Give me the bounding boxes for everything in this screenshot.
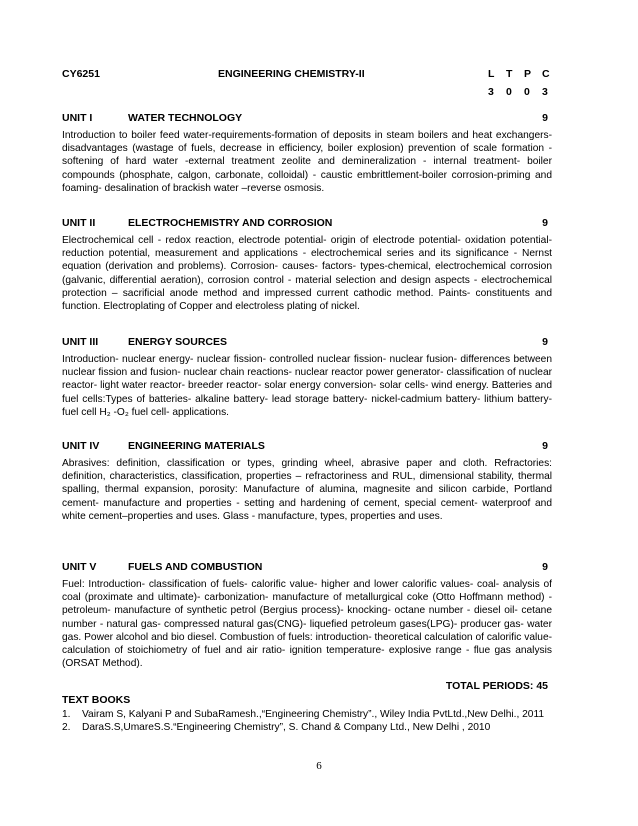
text-book-item (62, 721, 552, 734)
text-book-item (62, 708, 552, 721)
text-books-heading: TEXT BOOKS (62, 694, 131, 706)
unit-title: ENERGY SOURCES (128, 336, 227, 348)
text-book-number: 1. (62, 709, 71, 720)
unit-number: UNIT IV (62, 440, 100, 452)
unit-3 (62, 335, 552, 419)
ltpc-label-p: P (524, 68, 532, 80)
unit-title: ELECTROCHEMISTRY AND CORROSION (128, 217, 333, 229)
ltpc-label-l: L (488, 68, 495, 80)
unit-title: FUELS AND COMBUSTION (128, 561, 263, 573)
unit-1 (62, 111, 552, 195)
unit-2 (62, 216, 552, 313)
ltpc-value-t: 0 (506, 86, 512, 98)
unit-heading (62, 560, 552, 574)
unit-heading (62, 335, 552, 349)
text-book-citation: Vairam S, Kalyani P and SubaRamesh.,“Engineering Chemistry”., Wiley India PvtLtd.,New Delhi., 2011 (82, 709, 545, 720)
unit-4 (62, 439, 552, 523)
ltpc-table (488, 68, 552, 98)
unit-title: ENGINEERING MATERIALS (128, 440, 265, 452)
text-books-list (62, 708, 552, 734)
text-book-number: 2. (62, 722, 71, 734)
total-periods: TOTAL PERIODS: 45 (445, 680, 548, 692)
unit-hours: 9 (542, 217, 548, 229)
unit-number: UNIT III (62, 336, 99, 348)
course-title: ENGINEERING CHEMISTRY-II (218, 68, 365, 80)
page-number: 6 (316, 760, 322, 772)
unit-content: Abrasives: definition, classification or types, grinding wheel, abrasive paper and cloth. Refractories: definition, characteristics, classification, properties – refractoriness and RUL, dimensional stability, thermal spalling, thermal expansion, porosity: Manufacture of alumina, magnesite and silicon carbide, Portland cement- manufacture and properties - setting and hardening of cement, special cement- waterproof and white cement–properties and uses. Glass - manufacture, types, properties and uses. (62, 458, 552, 522)
unit-5 (62, 560, 552, 670)
text-book-citation: DaraS.S,UmareS.S.“Engineering Chemistry”, S. Chand & Company Ltd., New Delhi , 2010 (82, 722, 491, 734)
unit-number: UNIT I (62, 112, 93, 124)
ltpc-value-l: 3 (488, 86, 494, 98)
unit-hours: 9 (542, 112, 548, 124)
course-header (62, 68, 552, 100)
unit-content: Electrochemical cell - redox reaction, electrode potential- origin of electrode potential- oxidation potential- reduction potential, measurement and applications - electrochemical series and its significance - Nernst equation (derivation and problems). Corrosion- causes- factors- types-chemical, electrochemical corrosion (galvanic, differential aeration), corrosion control - material selection and design aspects - electrochemical protection – sacrificial anode method and impressed current cathodic method. Paints- constituents and function. Electroplating of Copper and electroless plating of nickel. (62, 235, 552, 313)
unit-heading (62, 216, 552, 230)
ltpc-value-c: 3 (542, 86, 548, 98)
unit-hours: 9 (542, 440, 548, 452)
unit-number: UNIT V (62, 561, 97, 573)
ltpc-value-p: 0 (524, 86, 530, 98)
course-code: CY6251 (62, 68, 100, 80)
unit-heading (62, 439, 552, 453)
unit-hours: 9 (542, 336, 548, 348)
unit-content: Introduction- nuclear energy- nuclear fission- controlled nuclear fission- nuclear fusion- differences between nuclear fission and fusion- nuclear chain reactions- nuclear reactor power generator- classification of nuclear reactor- light water reactor- breeder reactor- solar energy conversion- solar cells- wind energy. Batteries and fuel cells:Types of batteries- alkaline battery- lead storage battery- nickel-cadmium battery- lithium battery- fuel cell H₂ -O₂ fuel cell- applications. (62, 354, 552, 418)
unit-heading (62, 111, 552, 125)
ltpc-label-c: C (542, 68, 550, 80)
unit-content: Introduction to boiler feed water-requirements-formation of deposits in steam boilers and heat exchangers- disadvantages (wastage of fuels, decrease in efficiency, boiler explosion) prevention of scale formation -softening of hard water -external treatment zeolite and demineralization - internal treatment- boiler compounds (phosphate, calgon, carbonate, colloidal) - caustic embrittlement-boiler corrosion-priming and foaming- desalination of brackish water –reverse osmosis. (62, 130, 552, 194)
ltpc-label-t: T (506, 68, 513, 80)
unit-title: WATER TECHNOLOGY (128, 112, 243, 124)
unit-hours: 9 (542, 561, 548, 573)
unit-content: Fuel: Introduction- classification of fuels- calorific value- higher and lower calorific values- coal- analysis of coal (proximate and ultimate)- carbonization- manufacture of metallurgical coke (Otto Hoffmann method) - petroleum- manufacture of synthetic petrol (Bergius process)- knocking- octane number - diesel oil- cetane number - natural gas- compressed natural gas(CNG)- liquefied petroleum gases(LPG)- producer gas- water gas. Power alcohol and bio diesel. Combustion of fuels: introduction- theoretical calculation of calorific value- calculation of stoichiometry of fuel and air ratio- ignition temperature- explosive range - flue gas analysis (ORSAT Method). (62, 579, 552, 670)
unit-number: UNIT II (62, 217, 96, 229)
